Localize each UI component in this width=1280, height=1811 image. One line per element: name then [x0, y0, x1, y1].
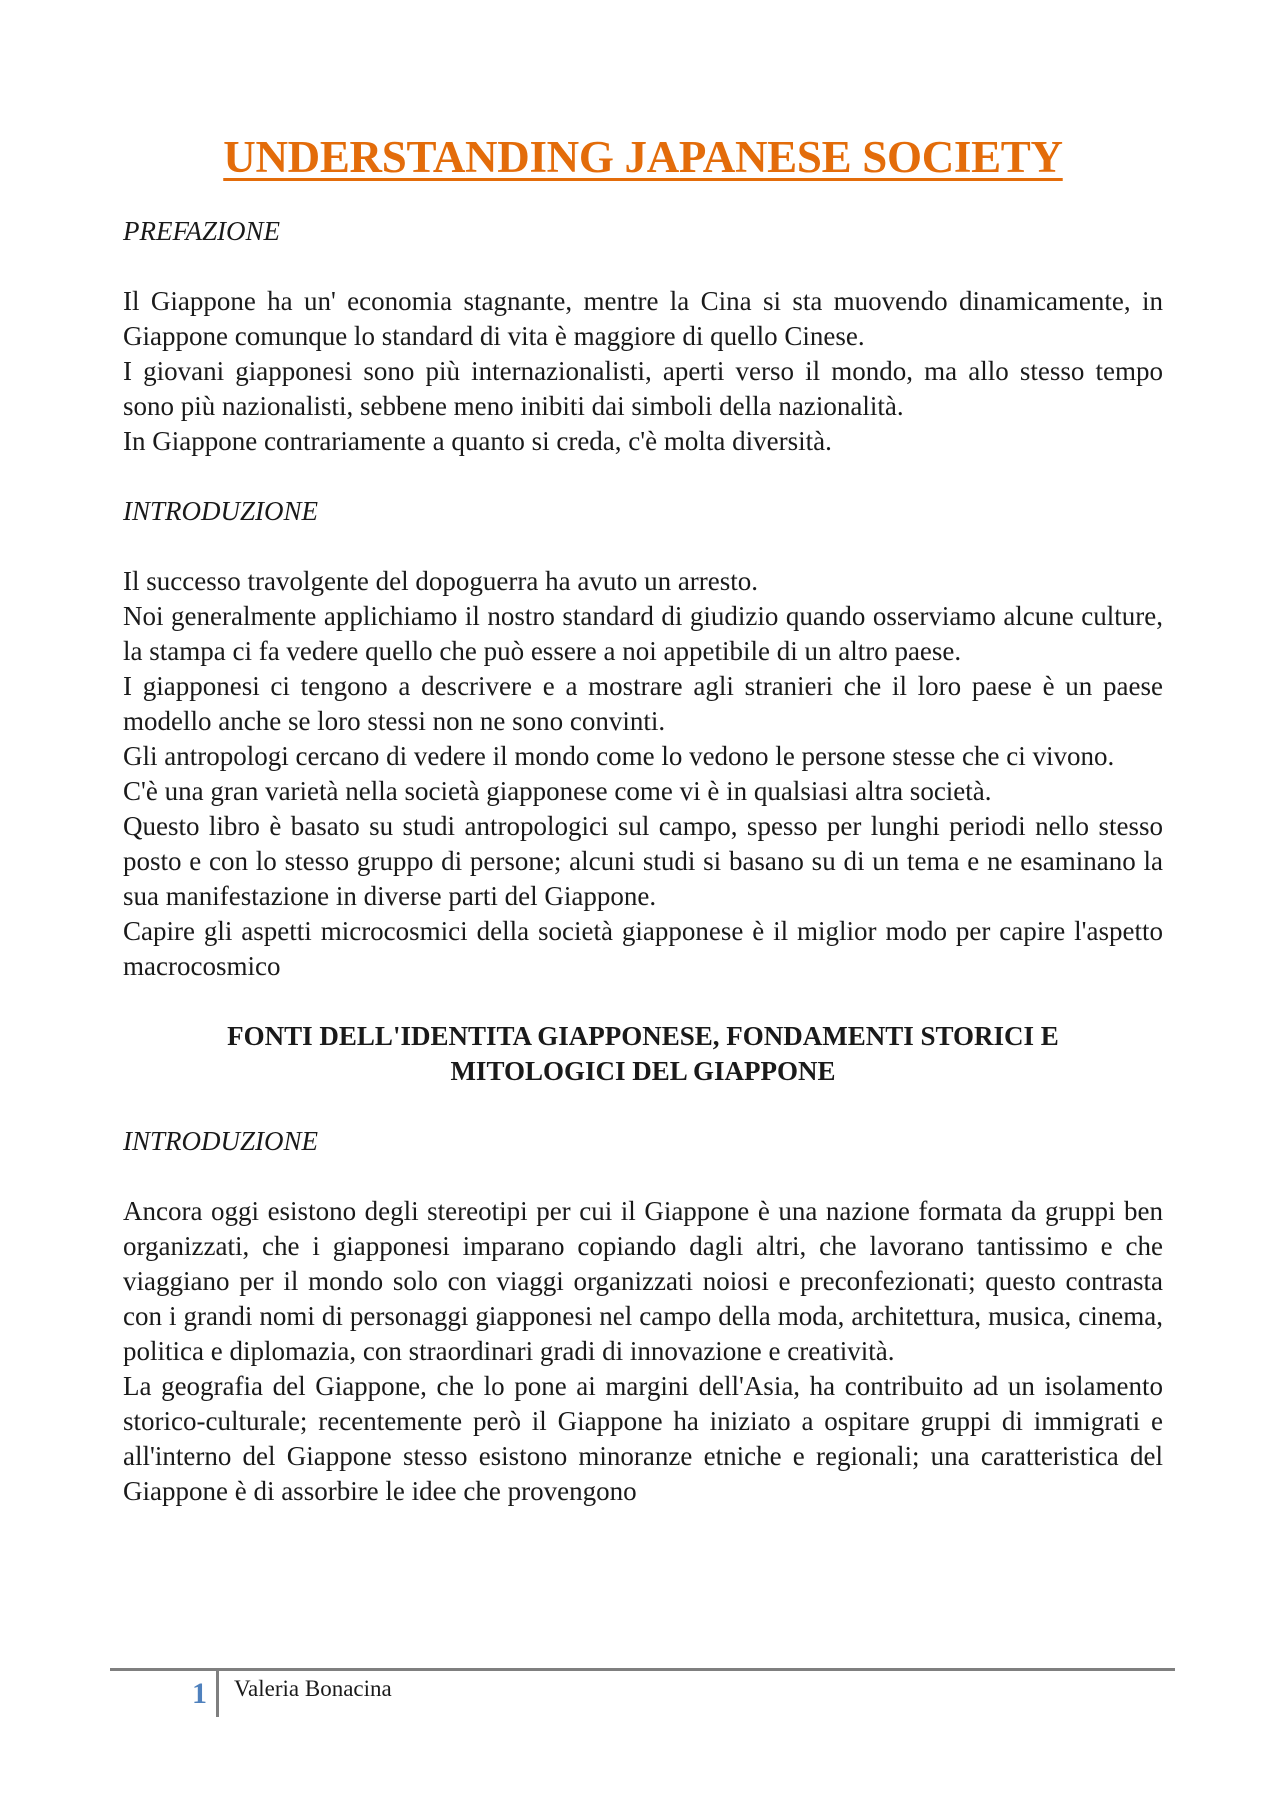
- introduction-paragraph-5: C'è una gran varietà nella società giapponese come vi è in qualsiasi altra società.: [123, 776, 992, 806]
- footer-row: [110, 1671, 1175, 1721]
- chapter-introduction-heading: INTRODUZIONE: [123, 1126, 319, 1156]
- introduction-paragraph-1: Il successo travolgente del dopoguerra ha avuto un arresto.: [123, 566, 759, 596]
- document-title: UNDERSTANDING JAPANESE SOCIETY: [223, 132, 1063, 182]
- introduction-paragraph-4: Gli antropologi cercano di vedere il mondo come lo vedono le persone stesse che ci vivono.: [123, 741, 1115, 771]
- introduction-paragraph-2: Noi generalmente applichiamo il nostro standard di giudizio quando osserviamo alcune culture, la stampa ci fa vedere quello che può essere a noi appetibile di un altro paese.: [123, 601, 1163, 666]
- preface-paragraph-3: In Giappone contrariamente a quanto si creda, c'è molta diversità.: [123, 426, 832, 456]
- preface-heading: PREFAZIONE: [123, 216, 280, 246]
- introduction-paragraph-3: I giapponesi ci tengono a descrivere e a mostrare agli stranieri che il loro paese è un paese modello anche se loro stessi non ne sono convinti.: [123, 671, 1163, 736]
- chapter-title-line-1: FONTI DELL'IDENTITA GIAPPONESE, FONDAMENTI STORICI E: [227, 1021, 1059, 1051]
- introduction-paragraph-6: Questo libro è basato su studi antropologici sul campo, spesso per lunghi periodi nello stesso posto e con lo stesso gruppo di persone; alcuni studi si basano su di un tema e ne esaminano la sua manifestazione in diverse parti del Giappone.: [123, 811, 1163, 911]
- page-footer: [110, 1668, 1175, 1721]
- chapter-paragraph-2: La geografia del Giappone, che lo pone ai margini dell'Asia, ha contribuito ad un isolamento storico-culturale; recentemente però il Giappone ha iniziato a ospitare gruppi di immigrati e all'interno del Giappone stesso esistono minoranze etniche e regionali; una caratteristica del Giappone è di assorbire le idee che provengono: [123, 1371, 1163, 1506]
- page-number: 1: [192, 1677, 207, 1710]
- footer-divider: [216, 1671, 219, 1717]
- chapter-paragraph-1: Ancora oggi esistono degli stereotipi per cui il Giappone è una nazione formata da gruppi ben organizzati, che i giapponesi imparano copiando dagli altri, che lavorano tantissimo e che viaggiano per il mondo solo con viaggi organizzati noiosi e preconfezionati; questo contrasta con i grandi nomi di personaggi giapponesi nel campo della moda, architettura, musica, cinema, politica e diplomazia, con straordinari gradi di innovazione e creatività.: [123, 1196, 1163, 1366]
- introduction-paragraph-7: Capire gli aspetti microcosmici della società giapponese è il miglior modo per capire l'aspetto macrocosmico: [123, 916, 1163, 981]
- introduction-heading: INTRODUZIONE: [123, 496, 319, 526]
- chapter-title-line-2: MITOLOGICI DEL GIAPPONE: [450, 1056, 836, 1086]
- document-page: [123, 100, 1163, 1509]
- footer-author: Valeria Bonacina: [234, 1676, 392, 1701]
- preface-paragraph-2: I giovani giapponesi sono più internazionalisti, aperti verso il mondo, ma allo stesso tempo sono più nazionalisti, sebbene meno inibiti dai simboli della nazionalità.: [123, 356, 1163, 421]
- preface-paragraph-1: Il Giappone ha un' economia stagnante, mentre la Cina si sta muovendo dinamicamente, in Giappone comunque lo standard di vita è maggiore di quello Cinese.: [123, 286, 1163, 351]
